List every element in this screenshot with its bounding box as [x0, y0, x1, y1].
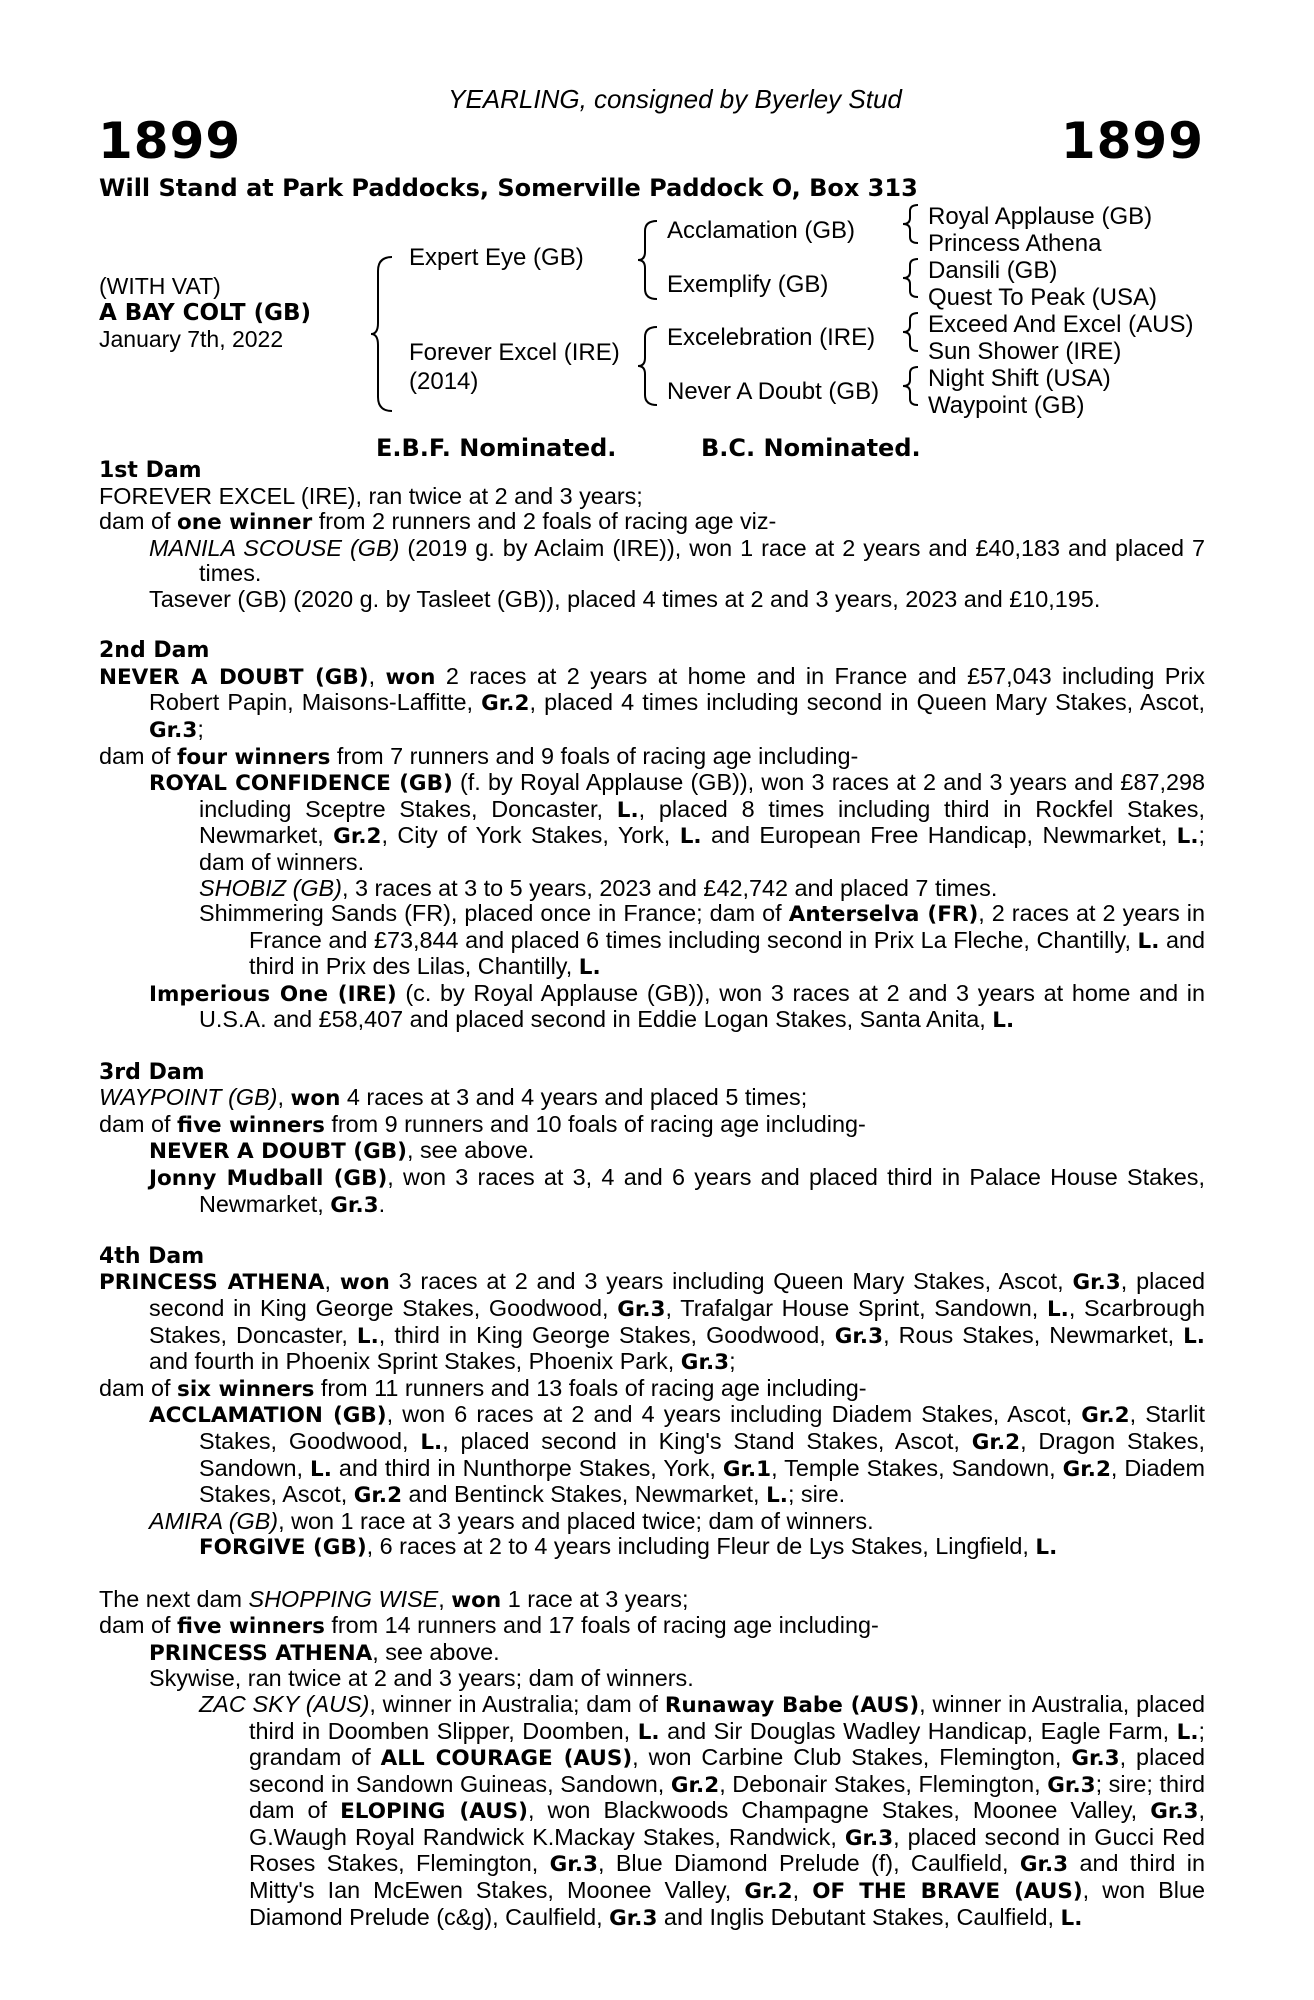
- first-dam-record: FOREVER EXCEL (IRE), ran twice at 2 and 3 years;: [99, 482, 643, 509]
- ggp-8: Waypoint (GB): [928, 392, 1085, 419]
- third-dam-record: WAYPOINT (GB), won 4 races at 3 and 4 years and placed 5 times;: [99, 1084, 808, 1112]
- pedigree-brace-g2: [902, 257, 924, 299]
- first-dam-produce: dam of one winner from 2 runners and 2 foals of racing age viz-: [99, 508, 777, 536]
- produce-entry: MANILA SCOUSE (GB) (2019 g. by Aclaim (IRE)), won 1 race at 2 years and £40,183 and placed 7 times.: [149, 534, 1205, 587]
- pedigree-brace-g1: [902, 203, 924, 245]
- ggp-4: Quest To Peak (USA): [928, 284, 1157, 311]
- produce-entry: ZAC SKY (AUS), winner in Australia; dam of Runaway Babe (AUS), winner in Australia, placed third in Doomben Slipper, Doomben, L. and Sir Douglas Wadley Handicap, Eagle Farm, L.; grandam of ALL COURAGE (AUS), won Carbine Club Stakes, Flemington, Gr.3, placed second in Sandown Guineas, Sandown, Gr.2, Debonair Stakes, Flemington, Gr.3; sire; third dam of ELOPING (AUS), won Blackwoods Champagne Stakes, Moonee Valley, Gr.3, G.Waugh Royal Randwick K.Mackay Stakes, Randwick, Gr.3, placed second in Gucci Red Roses Stakes, Flemington, Gr.3, Blue Diamond Prelude (f), Caulfield, Gr.3 and third in Mitty's Ian McEwen Stakes, Moonee Valley, Gr.2, OF THE BRAVE (AUS), won Blue Diamond Prelude (c&g), Caulfield, Gr.3 and Inglis Debutant Stakes, Caulfield, L.: [199, 1690, 1206, 1931]
- dam-dam-name: Never A Doubt (GB): [667, 378, 880, 405]
- pedigree-brace-g3: [902, 311, 924, 353]
- sire-name: Expert Eye (GB): [409, 244, 584, 271]
- vat-note: (WITH VAT): [99, 273, 221, 299]
- lot-number-right: 1899: [1060, 112, 1204, 170]
- produce-entry: Imperious One (IRE) (c. by Royal Applause (GB)), won 3 races at 2 and 3 years at home and in U.S.A. and £58,407 and placed second in Eddie Logan Stakes, Santa Anita, L.: [149, 979, 1205, 1034]
- produce-entry: PRINCESS ATHENA, see above.: [149, 1638, 500, 1666]
- ggp-5: Exceed And Excel (AUS): [928, 311, 1194, 338]
- produce-entry: Jonny Mudball (GB), won 3 races at 3, 4 and 6 years and placed third in Palace House Stakes, Newmarket, Gr.3.: [149, 1164, 1205, 1218]
- produce-entry: SHOBIZ (GB), 3 races at 3 to 5 years, 2023 and £42,742 and placed 7 times.: [199, 874, 998, 901]
- fourth-dam-heading: 4th Dam: [99, 1243, 205, 1269]
- produce-entry: AMIRA (GB), won 1 race at 3 years and placed twice; dam of winners.: [149, 1507, 874, 1534]
- dam-sire-name: Excelebration (IRE): [667, 324, 876, 351]
- second-dam-produce: dam of four winners from 7 runners and 9 foals of racing age including-: [99, 742, 859, 770]
- first-dam-heading: 1st Dam: [99, 458, 202, 483]
- lot-number-left: 1899: [98, 112, 242, 170]
- second-dam-record: NEVER A DOUBT (GB), won 2 races at 2 years at home and in France and £57,043 including Prix Robert Papin, Maisons-Laffitte, Gr.2, placed 4 times including second in Queen Mary Stakes, Ascot, Gr.3;: [99, 662, 1206, 743]
- ggp-1: Royal Applause (GB): [928, 203, 1153, 230]
- stand-location: Will Stand at Park Paddocks, Somerville Paddock O, Box 313: [99, 174, 918, 202]
- produce-entry: Tasever (GB) (2020 g. by Tasleet (GB)), placed 4 times at 2 and 3 years, 2023 and £10,195.: [149, 585, 1101, 612]
- produce-entry: FORGIVE (GB), 6 races at 2 to 4 years including Fleur de Lys Stakes, Lingfield, L.: [199, 1533, 1058, 1561]
- ggp-3: Dansili (GB): [928, 257, 1058, 284]
- bc-nomination: B.C. Nominated.: [701, 434, 921, 462]
- dam-foal-year: (2014): [409, 368, 479, 395]
- produce-entry: ACCLAMATION (GB), won 6 races at 2 and 4 years including Diadem Stakes, Ascot, Gr.2, Starlit Stakes, Goodwood, L., placed second in King's Stand Stakes, Ascot, Gr.2, Dragon Stakes, Sandown, L. and third in Nunthorpe Stakes, York, Gr.1, Temple Stakes, Sandown, Gr.2, Diadem Stakes, Ascot, Gr.2 and Bentinck Stakes, Newmarket, L.; sire.: [149, 1401, 1205, 1509]
- third-dam-heading: 3rd Dam: [99, 1059, 205, 1085]
- consignment-line: YEARLING, consigned by Byerley Stud: [448, 84, 902, 114]
- pedigree-brace-sire: [637, 219, 663, 301]
- produce-entry: Skywise, ran twice at 2 and 3 years; dam of winners.: [149, 1665, 694, 1692]
- pedigree-brace-dam: [637, 325, 663, 407]
- produce-entry: ROYAL CONFIDENCE (GB) (f. by Royal Applause (GB)), won 3 races at 2 and 3 years and £87,298 including Sceptre Stakes, Doncaster, L., placed 8 times including third in Rockfel Stakes, Newmarket, Gr.2, City of York Stakes, York, L. and European Free Handicap, Newmarket, L.; dam of winners.: [149, 769, 1205, 875]
- pedigree-brace-gen1: [370, 255, 400, 413]
- produce-entry: NEVER A DOUBT (GB), see above.: [149, 1137, 535, 1165]
- next-dam-record: The next dam SHOPPING WISE, won 1 race at 3 years;: [99, 1585, 689, 1613]
- sire-sire-name: Acclamation (GB): [667, 217, 856, 244]
- pedigree-brace-g4: [902, 365, 924, 407]
- ebf-nomination: E.B.F. Nominated.: [376, 434, 617, 462]
- family-notes: [99, 458, 1205, 1931]
- second-dam-heading: 2nd Dam: [99, 638, 210, 664]
- third-dam-produce: dam of five winners from 9 runners and 10 foals of racing age including-: [99, 1110, 866, 1138]
- horse-description: A BAY COLT (GB): [99, 300, 312, 326]
- ggp-6: Sun Shower (IRE): [928, 338, 1122, 365]
- sire-dam-name: Exemplify (GB): [667, 271, 829, 298]
- ggp-2: Princess Athena: [928, 230, 1102, 257]
- produce-entry: Shimmering Sands (FR), placed once in France; dam of Anterselva (FR), 2 races at 2 years in France and £73,844 and placed 6 times including second in Prix La Fleche, Chantilly, L. and third in Prix des Lilas, Chantilly, L.: [199, 900, 1205, 981]
- foaling-date: January 7th, 2022: [99, 326, 284, 352]
- fourth-dam-record: PRINCESS ATHENA, won 3 races at 2 and 3 years including Queen Mary Stakes, Ascot, Gr.3, placed second in King George Stakes, Goodwood, Gr.3, Trafalgar House Sprint, Sandown, L., Scarbrough Stakes, Doncaster, L., third in King George Stakes, Goodwood, Gr.3, Rous Stakes, Newmarket, L. and fourth in Phoenix Sprint Stakes, Phoenix Park, Gr.3;: [99, 1268, 1205, 1376]
- fourth-dam-produce: dam of six winners from 11 runners and 13 foals of racing age including-: [99, 1374, 867, 1402]
- next-dam-produce: dam of five winners from 14 runners and 17 foals of racing age including-: [99, 1612, 879, 1640]
- ggp-7: Night Shift (USA): [928, 365, 1111, 392]
- dam-name: Forever Excel (IRE): [409, 339, 620, 366]
